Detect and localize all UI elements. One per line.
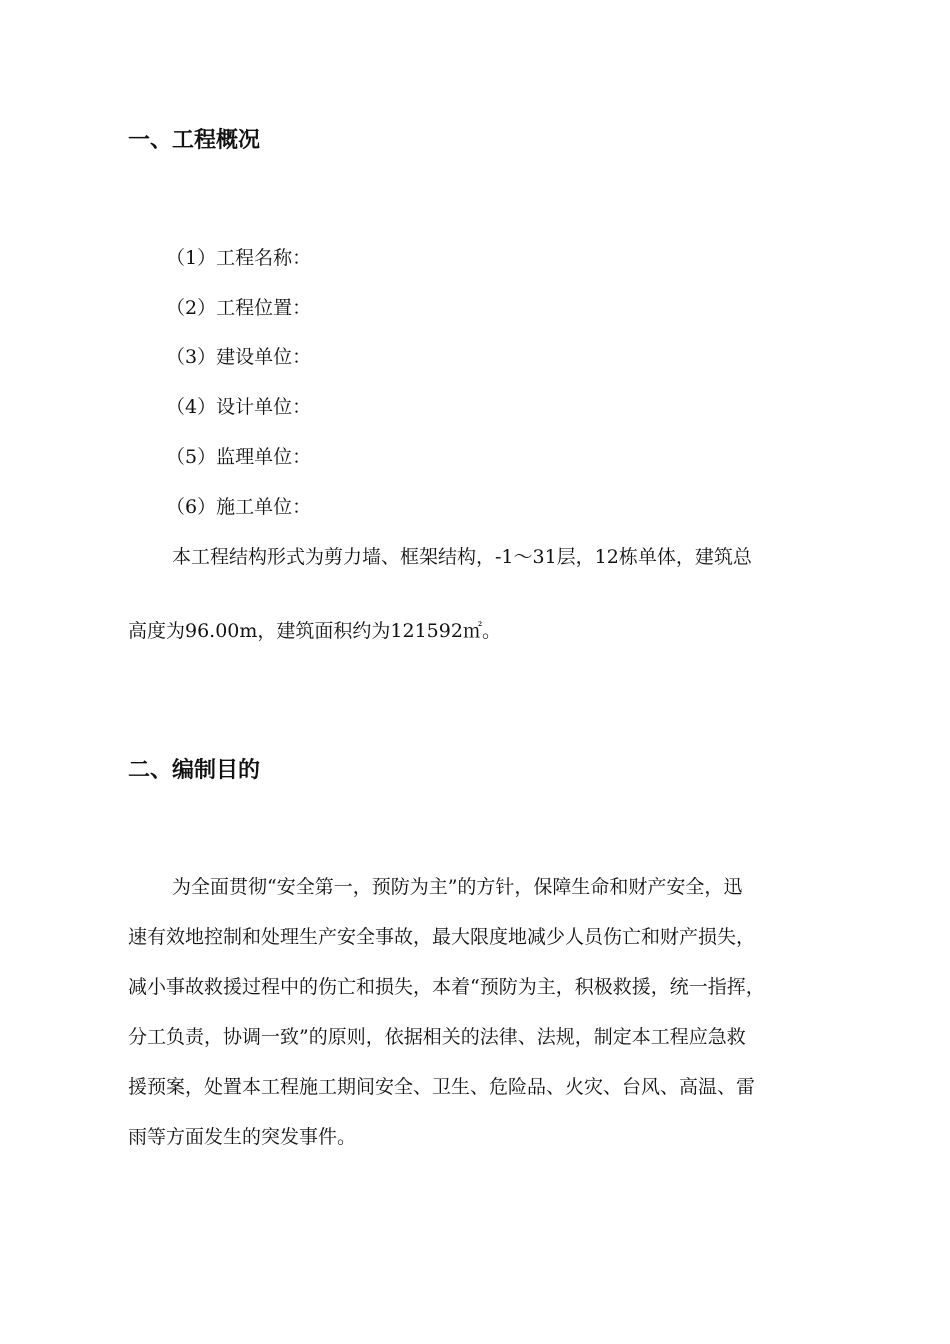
overview-paragraph-line: 高度为96.00m，建筑面积约为121592㎡。	[128, 620, 501, 642]
purpose-paragraph-line: 为全面贯彻“安全第一，预防为主”的方针，保障生命和财产安全，迅	[172, 876, 743, 898]
purpose-paragraph-line: 援预案，处置本工程施工期间安全、卫生、危险品、火灾、台风、高温、雷	[128, 1076, 756, 1098]
purpose-paragraph-line: 分工负责，协调一致”的原则，依据相关的法律、法规，制定本工程应急救	[128, 1026, 746, 1048]
purpose-paragraph-line: 减小事故救援过程中的伤亡和损失，本着“预防为主，积极救援，统一指挥，	[128, 976, 765, 998]
item-construction-unit: （3）建设单位：	[166, 346, 312, 368]
section-heading-purpose: 二、编制目的	[128, 758, 261, 783]
item-design-unit: （4）设计单位：	[166, 396, 312, 418]
item-contractor-unit: （6）施工单位：	[166, 496, 312, 518]
item-project-location: （2）工程位置：	[166, 297, 312, 319]
purpose-paragraph-line: 雨等方面发生的突发事件。	[128, 1126, 357, 1148]
section-heading-project-overview: 一、工程概况	[128, 128, 261, 153]
item-supervision-unit: （5）监理单位：	[166, 446, 312, 468]
purpose-paragraph-line: 速有效地控制和处理生产安全事故，最大限度地减少人员伤亡和财产损失，	[128, 926, 756, 948]
item-project-name: （1）工程名称：	[166, 247, 312, 269]
overview-paragraph-line: 本工程结构形式为剪力墙、框架结构，-1～31层，12栋单体，建筑总	[172, 546, 752, 568]
